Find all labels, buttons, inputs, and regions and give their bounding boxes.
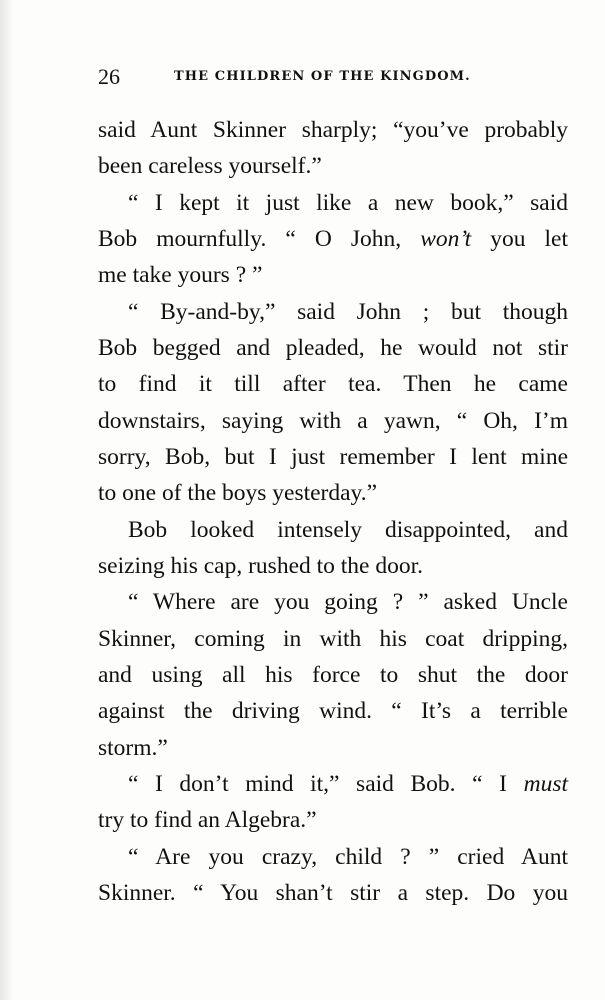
text-line <box>98 330 568 366</box>
running-title: THE CHILDREN OF THE KINGDOM. <box>174 69 471 84</box>
text-line <box>98 802 568 838</box>
text-line <box>98 548 568 584</box>
text-run: Skinner, coming in with his coat dripping, <box>98 626 568 652</box>
text-run: storm.” <box>98 735 168 761</box>
text-run: and using all his force to shut the door <box>98 662 568 688</box>
text-line <box>98 112 568 148</box>
text-run: “ Are you crazy, child ? ” cried Aunt <box>128 844 568 870</box>
text-run: said Aunt Skinner sharply; “you’ve probably <box>98 117 568 143</box>
text-run: to find it till after tea. Then he came <box>98 371 568 397</box>
text-run: Bob looked intensely disappointed, and <box>128 517 568 543</box>
text-line <box>128 584 568 620</box>
text-run: me take yours ? ” <box>98 262 263 288</box>
text-run: “ I kept it just like a new book,” said <box>128 190 568 216</box>
text-run: “ Where are you going ? ” asked Uncle <box>128 589 568 615</box>
text-run: Bob begged and pleaded, he would not stir <box>98 335 568 361</box>
text-line <box>98 403 568 439</box>
text-line <box>98 439 568 475</box>
text-run: “ I don’t mind it,” said Bob. “ I <box>128 771 524 797</box>
text-line <box>98 730 568 766</box>
text-run: you let <box>471 226 568 252</box>
text-run: Skinner. “ You shan’t stir a step. Do you <box>98 880 568 906</box>
text-line <box>98 475 568 511</box>
text-run: “ By-and-by,” said John ; but though <box>128 299 568 325</box>
text-run: to one of the boys yesterday.” <box>98 480 378 506</box>
text-line <box>98 621 568 657</box>
text-line <box>128 294 568 330</box>
text-line <box>128 766 568 802</box>
text-run: try to find an Algebra.” <box>98 807 317 833</box>
text-run: downstairs, saying with a yawn, “ Oh, I’m <box>98 408 568 434</box>
running-header <box>98 62 568 92</box>
page-number: 26 <box>98 64 120 89</box>
text-run: sorry, Bob, but I just remember I lent mine <box>98 444 568 470</box>
text-run: seizing his cap, rushed to the door. <box>98 553 424 579</box>
text-line <box>128 839 568 875</box>
text-line <box>98 657 568 693</box>
text-run: been careless yourself.” <box>98 153 322 179</box>
text-run: Bob mournfully. “ O John, <box>98 226 421 252</box>
page-edge-shadow <box>0 0 14 1000</box>
text-line <box>98 366 568 402</box>
text-line <box>98 221 568 257</box>
text-line <box>128 185 568 221</box>
text-line <box>98 693 568 729</box>
text-line <box>98 257 568 293</box>
text-line <box>128 512 568 548</box>
italic-text: won’t <box>420 226 472 252</box>
italic-text: must <box>523 771 568 797</box>
text-line <box>98 875 568 911</box>
text-line <box>98 148 568 184</box>
text-run: against the driving wind. “ It’s a terrible <box>98 698 568 724</box>
